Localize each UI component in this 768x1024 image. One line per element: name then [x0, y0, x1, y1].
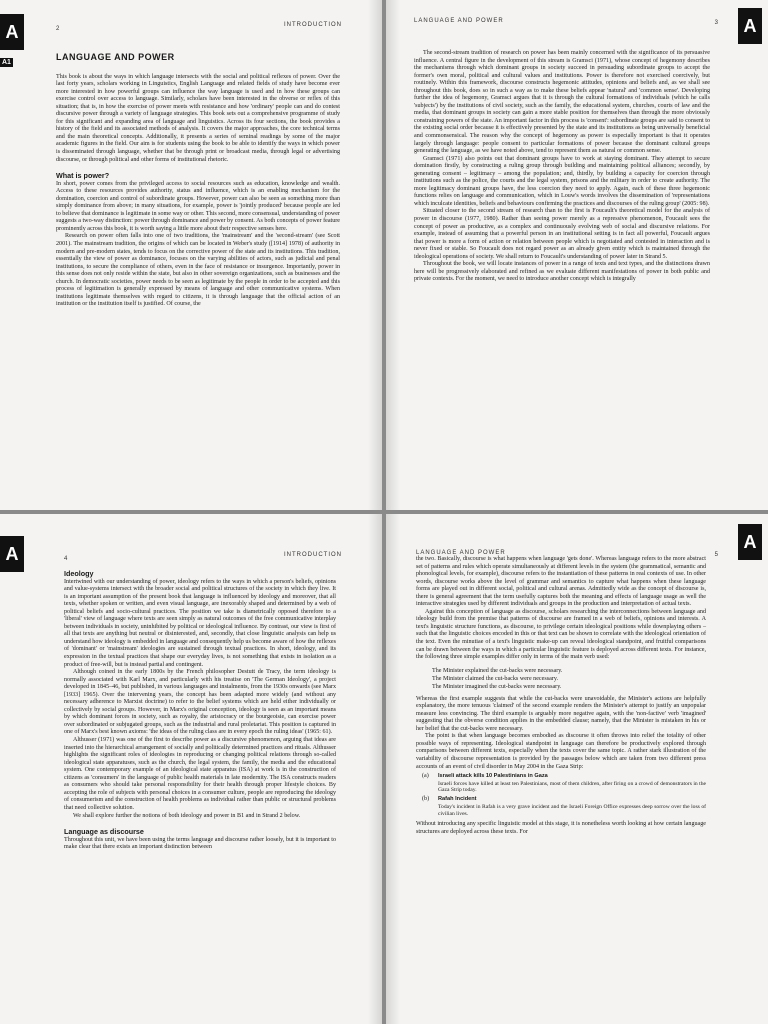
section-heading: What is power? [56, 171, 110, 181]
news-headline: Rafah Incident [438, 796, 477, 803]
page-number: 2 [56, 26, 60, 32]
paragraph: Research on power often falls into one of two traditions, the 'mainstream' and the 'second-stream' (see Scott 2001). The mainstream tradition, the origins of which can be located in Weber's study ([1914] 1978) of authority in modern and pre-modern states, tends to focus on the corrective power of the state and its institutions. This tradition, essentially the view of power as dominance, focuses on the varying abilities of actors, such as judicial and penal institutions, to secure the compliance of others, even in the face of resistance or insurgence. Importantly, power in this sense does not only reside within the state, but also in other sovereign organizations, such as businesses and the church. In democratic societies, power needs to be seen as legitimate by the people in order to be accepted and this process of legitimation is generally expressed by means of language and other communicative systems. When institutions legitimate themselves with regard to citizens, it is through language that the official action of an institution or the institution itself is justified. Of course, the [56, 233, 340, 308]
news-headline: Israeli attack kills 10 Palestinians in Gaza [438, 773, 548, 780]
section-badge: A [738, 8, 762, 44]
page-3 [386, 0, 768, 510]
paragraph: the two. Basically, discourse is what happens when language 'gets done'. Whereas language refers to the more abstract set of patterns and rules which operate simultaneously at different levels in the system (the grammatical, semantic and phonological levels, for example), discourse refers to the instantiation of these patterns in real contexts of use. In other words, discourse works above the level of grammar and semantics to capture what happens when these language forms are played out in different social, political and cultural arenas. Admittedly wide as the concept of discourse is, there is general agreement that the term usefully captures both the meaning and effects of language usage as well the interactive strategies used by different individuals and groups in the production and interpretation of actual texts. [416, 556, 706, 608]
running-head: INTRODUCTION [284, 552, 342, 558]
paragraph: Situated closer to the second stream of research than to the first is Foucault's theoretical model for the analysis of power in discourse (1977, 1980). Rather than seeing power merely as a repressive phenomenon, Foucault sees the concept of power as productive, as a complex and continuously evolving web of social and discursive relations. For example, instead of assuming that a powerful person in an institutional setting is in fact all powerful, Foucault argues that power is more a form of action or relation between people which is negotiated and contested in interaction and is never fixed or stable. So Foucault does not regard power as an already given entity which is maintained through the ideological operations of society. We shall return to Foucault's understanding of power later in Strand 5. [414, 208, 710, 260]
example-list [432, 667, 706, 691]
paragraph: We shall explore further the notions of both ideology and power in B1 and in Strand 2 below. [73, 812, 301, 819]
news-label: (b) [422, 796, 430, 803]
page-body [416, 556, 706, 837]
paragraph: Whereas the first example suggests that while the cut-backs were unavoidable, the Minister's actions are helpfully explanatory, the more tenuous 'claimed' of the second example renders the Minister's attempt to justify an unpopular measure less convincing. The third example is arguably more negative again, with the 'non-factive' verb 'imagined' suggesting that the obverse condition applies in the embedded clause; namely, that the Minister is mistaken in his or her belief that the cut-backs were necessary. [416, 695, 706, 732]
gutter-shadow [386, 514, 400, 1024]
section-badge: A [0, 536, 24, 572]
news-body: Today's incident in Rafah is a very grave incident and the Israeli Foreign Office expresses deep sorrow over the loss of civilian lives. [438, 803, 706, 817]
news-label: (a) [422, 773, 429, 780]
page-2 [0, 0, 382, 510]
unit-marker: A1 [2, 59, 11, 66]
section-badge: A [0, 14, 24, 50]
page-4 [0, 514, 382, 1024]
example-sentence: The Minister claimed the cut-backs were necessary. [432, 675, 558, 682]
running-head: INTRODUCTION [284, 22, 342, 28]
news-body: Israeli forces have killed at least ten Palestinians, most of them children, after firing on a crowd of demonstrators in the Gaza Strip today. [438, 780, 706, 794]
news-item [422, 773, 706, 781]
paragraph: Intertwined with our understanding of power, ideology refers to the ways in which a person's beliefs, opinions and value-systems intersect with the broader social and political structures of the society in which they live. It is an important assumption of the present book that language is influenced by ideology and moreover, that all texts, whether spoken or written, and even visual language, are inexorably shaped and determined by a web of political beliefs and socio-cultural practices. The position we take is diametrically opposed therefore to a 'liberal' view of language where texts are seen simply as natural outcomes of the free communicative interplay between individuals in society, uninhibited by political or ideological influence. By contrast, our view is first of all that texts are anything but neutral or disinterested, and, secondly, that close linguistic analysis can help us understand how ideology is embedded in language and consequently help us become aware of how the reflexes of 'dominant' or 'mainstream' ideologies are sustained through textual practices. In short, ideology, and its expression in the textual practices that shape our everyday lives, is not something that exists in isolation as a product of free-will, but is instead partial and contingent. [64, 578, 336, 668]
example-sentence: The Minister explained the cut-backs were necessary. [432, 667, 563, 674]
paragraph: This book is about the ways in which language intersects with the social and political reflexes of power. Over the last forty years, scholars working in Linguistics, English Language and related fields of study have become ever more interested in how powerful groups can influence the way language is used and in how these groups can exercise control over access to language. Similarly, scholars have been interested in the obverse or reflex of this situation; that is, in how the exercise of power meets with resistance and how 'ordinary' people can and do contest discursive power through a variety of language strategies. This book sets out a comprehensive programme of study for this significant and expanding area of language and linguistics. Across its four sections, the book provides a history of the field and its associated methods of analysis. It covers the major approaches, the core technical terms and the main theoretical concepts. Additionally, it presents a series of seminal readings by some of the major academic figures in the field. Our aim is for students using the book to be able to identify the ways in which power is disseminated through language, whether that be through print or broadcast media, through legal or advertising discourse, or through political and other forms of institutional rhetoric. [56, 73, 340, 163]
page-body [56, 54, 340, 309]
paragraph: The second-stream tradition of research on power has been mainly concerned with the significance of its persuasive influence. A central figure in the development of this stream is Gramsci (1971), whose concept of hegemony describes the mechanisms through which dominant groups in society succeed in persuading subordinate groups to accept the former's own moral, political and cultural values and institutions. Power is therefore not exercised coercively, but routinely. Within this framework, discourse constructs hegemonic attitudes, opinions and beliefs and, as we shall see throughout this book, does so in such a way as to make these beliefs appear 'natural' and 'common sense'. Developing further the idea of hegemony, Gramsci argues that it is through the cultural formations of individuals (which he calls 'subjects') by the institutions of civil society, such as the family, the educational system, churches, courts of law and the media, that dominant groups in society can gain a more stable position for themselves than through the more obviously constraining powers of the state. An important factor in this process is 'consent': subordinate groups are said to consent to the existing social order because it is effectively presented by the state and its institutions as being universally beneficial and commonsensical. The reason why the concept of hegemony as power is especially important is that it operates largely through language: people consent to particular formations of power because the dominant cultural groups generating the language, as we have noted above, tend to represent them as natural or common sense. [414, 50, 710, 155]
paragraph: In short, power comes from the privileged access to social resources such as education, knowledge and wealth. Access to these resources provides authority, status and influence, which is an enabling mechanism for the domination, coercion and control of subordinate groups. However, power can also be seen as something more than simply dominance from above; in many situations, for example, power is 'jointly produced' because people are led to believe that dominance is legitimate in some way or other. This second, more consensual, understanding of power suggests a two-way distinction: power through dominance and power by consent. As both concepts of power feature prominently across this book, it is worth saying a little more about their respective senses here. [56, 180, 340, 232]
paragraph: Against this conception of language as discourse, scholars researching the interconnections between language and ideology build from the premise that patterns of discourse are framed in a web of beliefs, opinions and interests. A text's linguistic structure functions, as discourse, to privilege certain ideological positions while downplaying others – such that the linguistic choices encoded in this or that text can be shown to correlate with the ideological orientation of the text. Even the minutiae of a text's linguistic make-up can reveal ideological standpoint, and fruitful comparisons can be drawn between the ways in which a particular linguistic feature is deployed across different texts. For instance, the following three simple examples differ only in terms of the main verb used: [416, 608, 706, 661]
page-body [64, 570, 336, 852]
paragraph: Throughout the book, we will locate instances of power in a range of texts and text types, and the distinctions drawn here will be progressively elaborated and refined as we evaluate different manifestations of power in both public and private contexts. For the moment, we need to introduce another concept which is integrally [414, 261, 710, 283]
paragraph: Althusser (1971) was one of the first to describe power as a discursive phenomenon, arguing that ideas are inserted into the hierarchical arrangement of socially and politically determined practices and rituals. Althusser highlights the significant roles of ideologies in reproducing or changing political relations through so-called ideological state apparatuses, such as the church, the legal system, the family, the media and the educational system. One contemporary example of an ideological state apparatus (ISA) at work is in the construction of citizens as 'consumers' in the language of public health materials in late modernity. The ISA constructs readers as consumers who should take personal responsibility for their health through proper lifestyle choices. By accepting the role of subjects with personal choices in a consumer culture, people are reproducing the ideology of consumerism and the construction of health problems as individual rather than public or structural problems that need collective solution. [64, 737, 336, 811]
page-5 [386, 514, 768, 1024]
paragraph: Throughout this unit, we have been using the terms language and discourse rather loosely, but it is important to make clear that there exists an important distinction between [64, 836, 336, 851]
running-head: LANGUAGE AND POWER [416, 550, 506, 556]
news-item [422, 796, 706, 804]
page-body [414, 50, 710, 284]
example-sentence: The Minister imagined the cut-backs were necessary. [432, 683, 562, 690]
section-badge: A [738, 524, 762, 560]
page-number: 5 [714, 552, 718, 558]
gutter-shadow [368, 514, 382, 1024]
paragraph: Gramsci (1971) also points out that dominant groups have to work at staying dominant. They attempt to secure domination firstly, by constructing a ruling group through building and maintaining political alliances; secondly, by generating consent – legitimacy – among the population; and, thirdly, by building a capacity for coercion through institutions such as the police, the courts and the legal system, prisons and the military in order to create authority. The more legitimacy dominant groups have, the less coercion they need to apply. Again, each of these three hegemonic functions relies on language and communication, which in Louw's words involves the dissemination of 'representations which inculcate identities, beliefs and behaviours confirming the practices and discourses of the ruling group' (2005: 98). [414, 155, 710, 207]
section-heading: Language as discourse [64, 827, 144, 837]
news-extracts [422, 773, 706, 817]
page-number: 4 [64, 556, 68, 562]
paragraph: Without introducing any specific linguistic model at this stage, it is nonetheless worth looking at how certain language structures are deployed across these texts. For [416, 821, 706, 835]
page-number: 3 [714, 20, 718, 26]
gutter-shadow [386, 0, 400, 510]
paragraph: The point is that when language becomes embodied as discourse it often throws into relief the totality of other possible ways of representing. Ideological standpoint in language can therefore be productively explored through comparisons between different texts, especially when the texts cover the same topic. A rather stark illustration of the variability of discourse representation is provided by the passages below which are taken from two different press accounts of an event of civil disorder in May 2004 in the Gaza Strip: [416, 733, 706, 770]
section-heading: Ideology [64, 569, 94, 578]
running-head: LANGUAGE AND POWER [414, 18, 504, 24]
chapter-title: LANGUAGE AND POWER [56, 52, 175, 62]
gutter-shadow [368, 0, 382, 510]
paragraph: Although coined in the early 1800s by the French philosopher Destutt de Tracy, the term ideology is normally associated with Karl Marx, and particularly with his treatise on 'The German Ideology', a project developed in 1845–46, but published, in various languages and instalments, from the 1930s onwards (see Marx [1933] 1965). Over the intervening years, the concept has been adapted more widely (and without any necessary adherence to Marxist doctrine) to refer to the belief systems which are held either individually or collectively by social groups. However, in Marx's original conception, ideology is seen as an important means by which dominant forces in society, such as royalty, the aristocracy or the bourgeoisie, can exercise power over subordinated or subjugated groups, such as the industrial and rural proletariat. This position is captured in one of Marx's best known axioms: 'the ideas of the ruling class are in every epoch the ruling ideas' (1965: 61). [64, 669, 336, 736]
